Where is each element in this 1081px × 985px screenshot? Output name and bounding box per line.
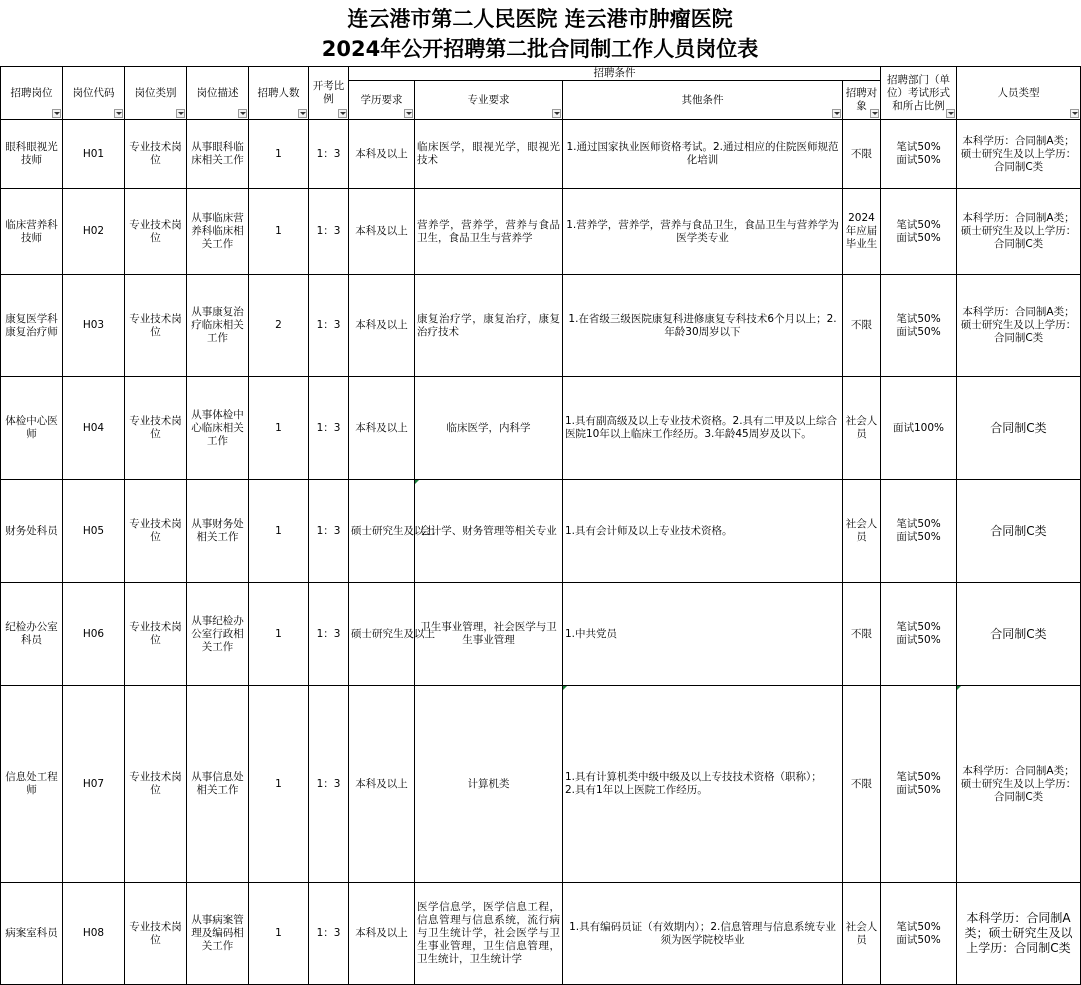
filter-dropdown-icon[interactable]: [404, 109, 413, 118]
cell-staff-type: 本科学历：合同制A类；硕士研究生及以上学历：合同制C类: [957, 883, 1081, 985]
cell-education: 本科及以上: [349, 377, 415, 480]
cell-code: H08: [63, 883, 125, 985]
cell-ratio: 1：3: [309, 120, 349, 189]
cell-other: [563, 686, 843, 883]
table-row: [1, 275, 1081, 377]
header-staff-type-label: 人员类型: [997, 86, 1040, 99]
cell-staff-type: 本科学历：合同制A类；硕士研究生及以上学历：合同制C类: [957, 275, 1081, 377]
cell-position: 信息处工程师: [1, 686, 63, 883]
cell-major: 计算机类: [415, 686, 563, 883]
filter-dropdown-icon[interactable]: [52, 109, 61, 118]
filter-dropdown-icon[interactable]: [338, 109, 347, 118]
cell-staff-type: [957, 686, 1081, 883]
cell-exam: 面试100%: [881, 377, 957, 480]
table-row: [1, 480, 1081, 583]
cell-description: 从事体检中心临床相关工作: [187, 377, 249, 480]
cell-staff-type: 合同制C类: [957, 480, 1081, 583]
cell-position: 财务处科员: [1, 480, 63, 583]
header-other-label: 其他条件: [681, 93, 724, 106]
filter-dropdown-icon[interactable]: [298, 109, 307, 118]
filter-dropdown-icon[interactable]: [946, 109, 955, 118]
cell-code: H07: [63, 686, 125, 883]
cell-category: 专业技术岗位: [125, 189, 187, 275]
header-count-label: 招聘人数: [257, 86, 300, 99]
cell-target: 社会人员: [843, 883, 881, 985]
cell-category: 专业技术岗位: [125, 377, 187, 480]
cell-description: 从事临床营养科临床相关工作: [187, 189, 249, 275]
table-row: [1, 583, 1081, 686]
cell-exam: 笔试50% 面试50%: [881, 189, 957, 275]
header-ratio-label: 开考比例: [312, 80, 345, 105]
cell-education: 硕士研究生及以上: [349, 480, 415, 583]
cell-count: 1: [249, 377, 309, 480]
table-row: [1, 189, 1081, 275]
cell-code: H06: [63, 583, 125, 686]
cell-education: 本科及以上: [349, 686, 415, 883]
cell-education: 本科及以上: [349, 120, 415, 189]
header-exam: [881, 67, 957, 120]
cell-other: 1.通过国家执业医师资格考试。2.通过相应的住院医师规范化培训: [563, 120, 843, 189]
cell-count: 1: [249, 883, 309, 985]
header-exam-label: 招聘部门（单位）考试形式和所占比例: [887, 73, 950, 112]
cell-description: 从事信息处相关工作: [187, 686, 249, 883]
cell-description: 从事病案管理及编码相关工作: [187, 883, 249, 985]
cell-count: 1: [249, 189, 309, 275]
cell-category: 专业技术岗位: [125, 583, 187, 686]
cell-target: 不限: [843, 120, 881, 189]
cell-exam: 笔试50% 面试50%: [881, 883, 957, 985]
cell-count: 1: [249, 480, 309, 583]
cell-exam: 笔试50% 面试50%: [881, 686, 957, 883]
cell-description: 从事眼科临床相关工作: [187, 120, 249, 189]
filter-dropdown-icon[interactable]: [832, 109, 841, 118]
header-code: [63, 67, 125, 120]
cell-ratio: 1：3: [309, 275, 349, 377]
cell-other: 1.营养学，营养学，营养与食品卫生，食品卫生与营养学为医学类专业: [563, 189, 843, 275]
cell-position: 临床营养科技师: [1, 189, 63, 275]
cell-education: 本科及以上: [349, 883, 415, 985]
cell-comment-marker: [563, 686, 567, 690]
cell-position: 体检中心医师: [1, 377, 63, 480]
filter-dropdown-icon[interactable]: [870, 109, 879, 118]
cell-category: 专业技术岗位: [125, 480, 187, 583]
cell-other: 1.具有会计师及以上专业技术资格。: [563, 480, 843, 583]
cell-major: 临床医学，眼视光学，眼视光技术: [415, 120, 563, 189]
cell-count: 1: [249, 583, 309, 686]
cell-target: 不限: [843, 686, 881, 883]
header-category-label: 岗位类别: [134, 86, 177, 99]
cell-comment-marker: [415, 480, 419, 484]
table-row: [1, 120, 1081, 189]
cell-major-text: 会计学、财务管理等相关专业: [420, 524, 557, 537]
cell-description: 从事康复治疗临床相关工作: [187, 275, 249, 377]
cell-major: 医学信息学，医学信息工程，信息管理与信息系统，流行病与卫生统计学，社会医学与卫生事业管理，卫生信息管理，卫生统计，卫生统计学: [415, 883, 563, 985]
header-ratio: [309, 67, 349, 120]
cell-major: 康复治疗学，康复治疗，康复治疗技术: [415, 275, 563, 377]
cell-target: 不限: [843, 583, 881, 686]
header-education-label: 学历要求: [360, 93, 403, 106]
cell-other: 1.具有副高级及以上专业技术资格。2.具有二甲及以上综合医院10年以上临床工作经历。3.年龄45周岁及以下。: [563, 377, 843, 480]
cell-other: 1.中共党员: [563, 583, 843, 686]
cell-code: H03: [63, 275, 125, 377]
filter-dropdown-icon[interactable]: [238, 109, 247, 118]
cell-exam: 笔试50% 面试50%: [881, 480, 957, 583]
cell-category: 专业技术岗位: [125, 120, 187, 189]
cell-category: 专业技术岗位: [125, 883, 187, 985]
header-other: [563, 81, 843, 120]
title-line-1: 连云港市第二人民医院 连云港市肿瘤医院: [347, 7, 733, 31]
cell-description: 从事财务处相关工作: [187, 480, 249, 583]
cell-other: 1.具有编码员证（有效期内）；2.信息管理与信息系统专业须为医学院校毕业: [563, 883, 843, 985]
filter-dropdown-icon[interactable]: [1070, 109, 1079, 118]
cell-position: 康复医学科康复治疗师: [1, 275, 63, 377]
cell-exam: 笔试50% 面试50%: [881, 275, 957, 377]
cell-count: 1: [249, 686, 309, 883]
header-description: [187, 67, 249, 120]
cell-comment-marker: [957, 686, 961, 690]
title-line-2: 2024年公开招聘第二批合同制工作人员岗位表: [321, 37, 759, 61]
cell-position: 纪检办公室科员: [1, 583, 63, 686]
cell-target: 2024年应届毕业生: [843, 189, 881, 275]
cell-exam: 笔试50% 面试50%: [881, 120, 957, 189]
table-row: [1, 686, 1081, 883]
header-staff-type: [957, 67, 1081, 120]
table-row: [1, 377, 1081, 480]
cell-ratio: 1：3: [309, 377, 349, 480]
header-count: [249, 67, 309, 120]
cell-education: 本科及以上: [349, 189, 415, 275]
cell-category: 专业技术岗位: [125, 275, 187, 377]
cell-description: 从事纪检办公室行政相关工作: [187, 583, 249, 686]
cell-category: 专业技术岗位: [125, 686, 187, 883]
header-code-label: 岗位代码: [72, 86, 115, 99]
header-conditions: 招聘条件: [349, 67, 881, 81]
title-block: [0, 0, 1080, 66]
cell-staff-type: 本科学历：合同制A类；硕士研究生及以上学历：合同制C类: [957, 120, 1081, 189]
cell-code: H02: [63, 189, 125, 275]
header-education: [349, 81, 415, 120]
cell-major: 卫生事业管理，社会医学与卫生事业管理: [415, 583, 563, 686]
cell-count: 1: [249, 120, 309, 189]
cell-target: 社会人员: [843, 480, 881, 583]
cell-exam: 笔试50% 面试50%: [881, 583, 957, 686]
cell-ratio: 1：3: [309, 583, 349, 686]
cell-other-text: 1.具有计算机类中级中级及以上专技技术资格（职称）； 2.具有1年以上医院工作经历。: [565, 771, 822, 796]
cell-other: 1.在省级三级医院康复科进修康复专科技术6个月以上；2.年龄30周岁以下: [563, 275, 843, 377]
table-row: [1, 883, 1081, 985]
cell-ratio: 1：3: [309, 480, 349, 583]
cell-major: 营养学，营养学，营养与食品卫生，食品卫生与营养学: [415, 189, 563, 275]
cell-position: 病案室科员: [1, 883, 63, 985]
header-position: [1, 67, 63, 120]
cell-ratio: 1：3: [309, 189, 349, 275]
filter-dropdown-icon[interactable]: [552, 109, 561, 118]
header-position-label: 招聘岗位: [10, 86, 53, 99]
cell-code: H04: [63, 377, 125, 480]
cell-target: 不限: [843, 275, 881, 377]
cell-major: [415, 480, 563, 583]
cell-staff-type: 本科学历：合同制A类；硕士研究生及以上学历：合同制C类: [957, 189, 1081, 275]
filter-dropdown-icon[interactable]: [176, 109, 185, 118]
cell-ratio: 1：3: [309, 883, 349, 985]
cell-code: H05: [63, 480, 125, 583]
header-major: [415, 81, 563, 120]
header-category: [125, 67, 187, 120]
cell-staff-type: 合同制C类: [957, 377, 1081, 480]
header-target: [843, 81, 881, 120]
cell-education: 硕士研究生及以上: [349, 583, 415, 686]
cell-staff-type: 合同制C类: [957, 583, 1081, 686]
cell-position: 眼科眼视光技师: [1, 120, 63, 189]
header-target-label: 招聘对象: [845, 87, 878, 112]
header-major-label: 专业要求: [467, 93, 510, 106]
cell-staff-type-text: 本科学历：合同制A类；硕士研究生及以上学历：合同制C类: [960, 764, 1077, 803]
filter-dropdown-icon[interactable]: [114, 109, 123, 118]
header-description-label: 岗位描述: [196, 86, 239, 99]
cell-count: 2: [249, 275, 309, 377]
cell-education: 本科及以上: [349, 275, 415, 377]
cell-ratio: 1：3: [309, 686, 349, 883]
positions-table: [0, 66, 1081, 985]
cell-major: 临床医学，内科学: [415, 377, 563, 480]
cell-target: 社会人员: [843, 377, 881, 480]
cell-code: H01: [63, 120, 125, 189]
